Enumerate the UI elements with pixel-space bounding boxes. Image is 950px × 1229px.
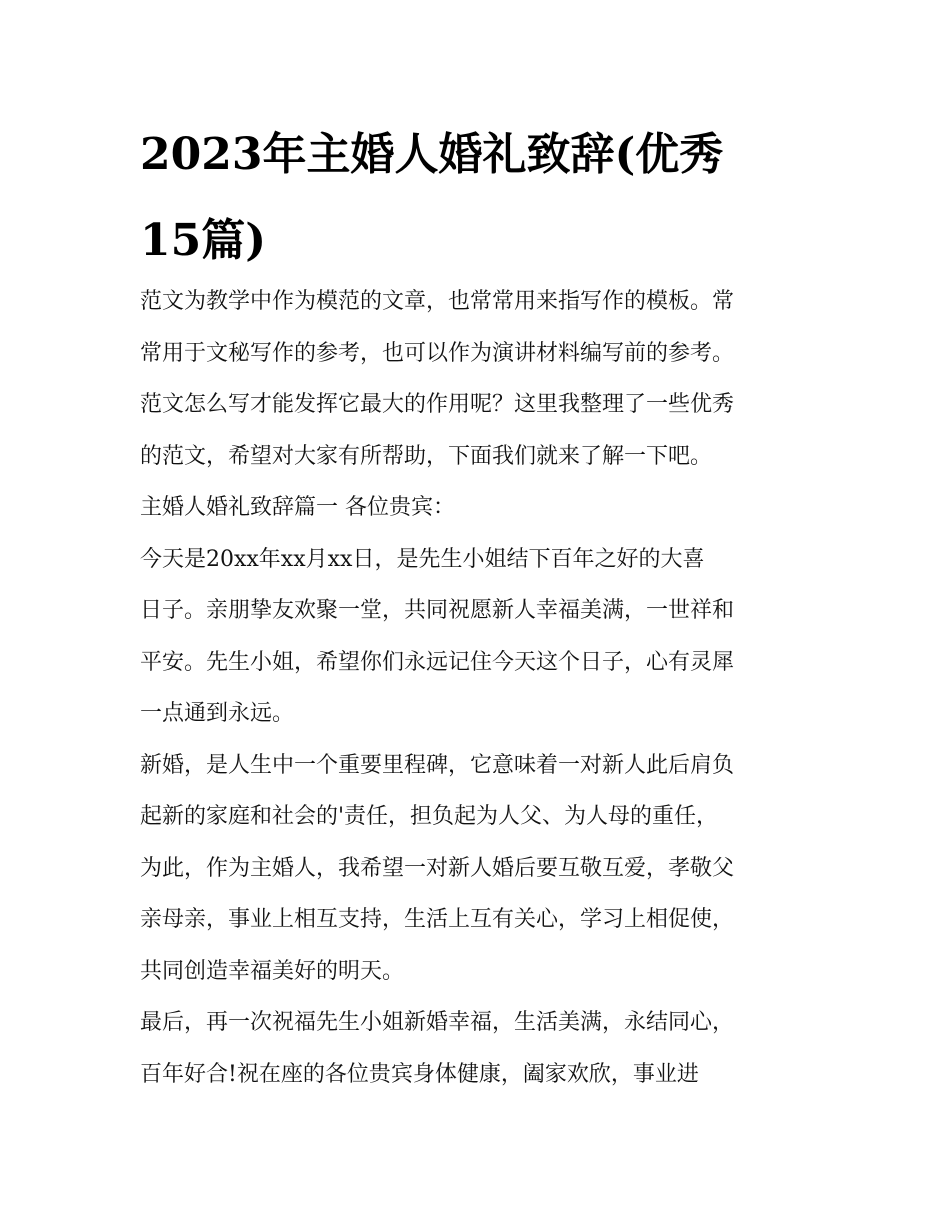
document-body: [140, 276, 820, 1100]
body-line: 新婚，是人生中一个重要里程碑，它意味着一对新人此后肩负: [140, 752, 735, 778]
body-line: 最后，再一次祝福先生小姐新婚幸福，生活美满，永结同心，: [140, 1010, 735, 1035]
title-line-2: 15篇): [140, 215, 267, 266]
body-line: 一点通到永远。: [140, 701, 295, 726]
body-line: 常用于文秘写作的参考，也可以作为演讲材料编写前的参考。: [140, 340, 735, 366]
body-line: 起新的家庭和社会的'责任，担负起为人父、为人母的重任，: [140, 804, 719, 829]
title-line-1: 2023年主婚人婚礼致辞(优秀: [140, 129, 724, 180]
body-line: 日子。亲朋挚友欢聚一堂，共同祝愿新人幸福美满，一世祥和: [140, 598, 735, 623]
body-line: 共同创造幸福美好的明天。: [140, 958, 405, 984]
body-line: 范文怎么写才能发挥它最大的作用呢？这里我整理了一些优秀: [140, 392, 735, 417]
body-line: 亲母亲，事业上相互支持，生活上互有关心，学习上相促使，: [140, 907, 735, 932]
body-line: 为此，作为主婚人，我希望一对新人婚后要互敬互爱，孝敬父: [140, 855, 735, 881]
body-line: 的范文，希望对大家有所帮助，下面我们就来了解一下吧。: [140, 443, 713, 469]
body-line: 今天是20xx年xx月xx日，是先生小姐结下百年之好的大喜: [140, 546, 705, 572]
document-title: [140, 112, 820, 284]
body-line: 百年好合!祝在座的各位贵宾身体健康，阖家欢欣，事业进: [140, 1061, 699, 1087]
body-line: 平安。先生小姐，希望你们永远记住今天这个日子，心有灵犀: [140, 649, 735, 675]
body-line: 范文为教学中作为模范的文章，也常常用来指写作的模板。常: [140, 289, 735, 314]
section-heading: 主婚人婚礼致辞篇一 各位贵宾：: [140, 495, 455, 520]
